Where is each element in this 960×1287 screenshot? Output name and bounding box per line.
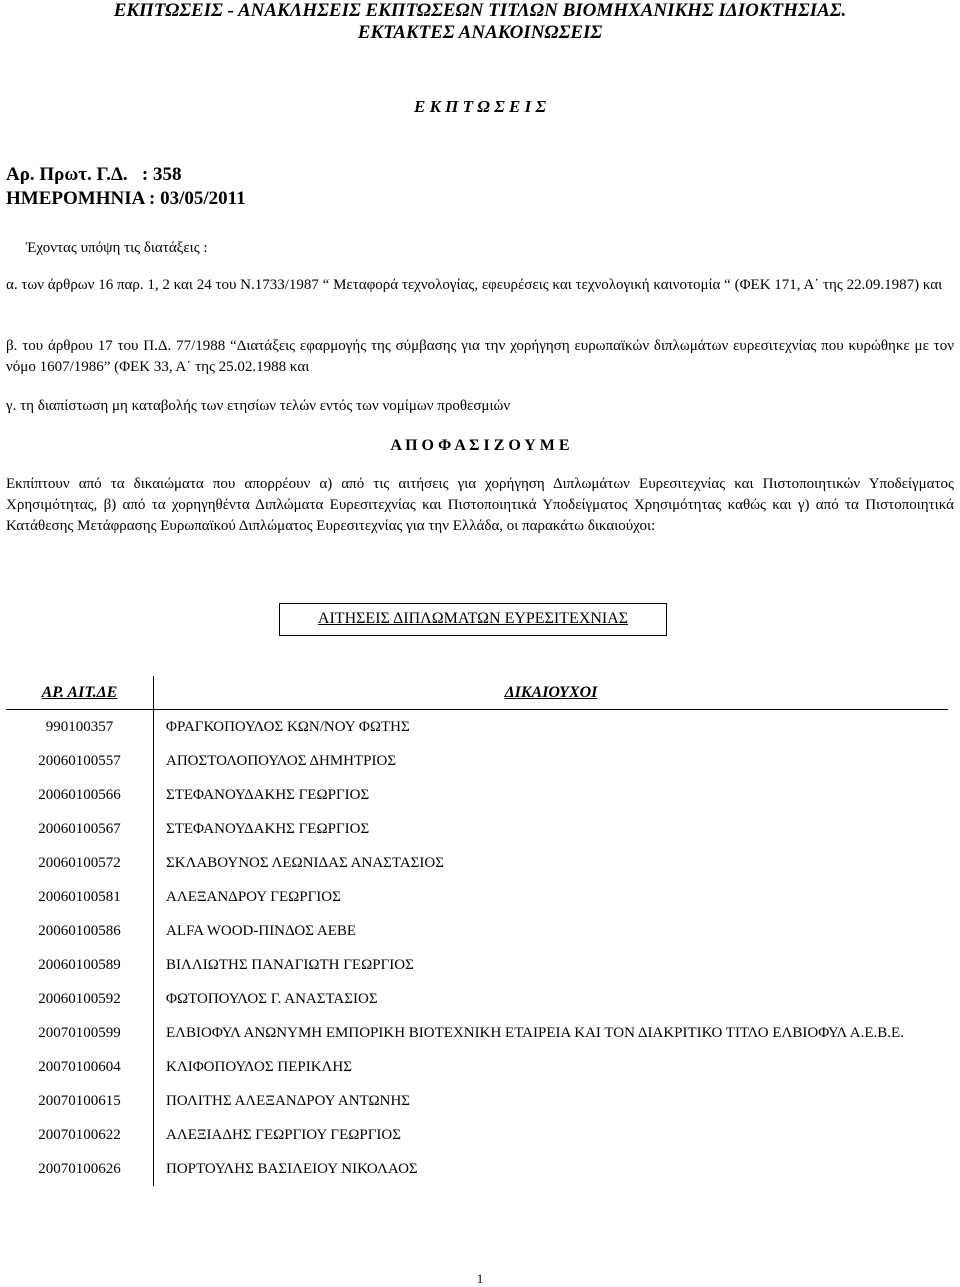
table-row (6, 914, 948, 948)
beneficiary-name: ΦΡΑΓΚΟΠΟΥΛΟΣ ΚΩΝ/ΝΟΥ ΦΩΤΗΣ (166, 719, 410, 735)
application-number: 20060100581 (6, 880, 154, 914)
application-number: 20060100572 (6, 846, 154, 880)
header-subtitle: ΕΚΤΑΚΤΕΣ ΑΝΑΚΟΙΝΩΣΕΙΣ (357, 22, 603, 43)
application-number: 20060100586 (6, 914, 154, 948)
page-number: 1 (476, 1271, 484, 1286)
beneficiary-name: ΣΤΕΦΑΝΟΥΔΑΚΗΣ ΓΕΩΡΓΙΟΣ (166, 821, 370, 837)
clause-b: β. του άρθρου 17 του Π.Δ. 77/1988 “Διατάξεις εφαρμογής της σύμβασης για την χορήγηση ευρωπαϊκών διπλωμάτων ευρεσιτεχνίας που κυρώθηκε με τον νόμο 1607/1986” (ΦΕΚ 33, Α΄ της 25.02.1988 και (6, 338, 954, 375)
application-number: 20070100604 (6, 1050, 154, 1084)
clause-a: α. των άρθρων 16 παρ. 1, 2 και 24 του Ν.1733/1987 “ Μεταφορά τεχνολογίας, εφευρέσεις και τεχνολογική καινοτομία “ (ΦΕΚ 171, Α΄ της 22.09.1987) και (6, 277, 943, 293)
application-number: 20070100615 (6, 1084, 154, 1118)
header-title: ΕΚΠΤΩΣΕΙΣ - ΑΝΑΚΛΗΣΕΙΣ ΕΚΠΤΩΣΕΩΝ ΤΙΤΛΩΝ ΒΙΟΜΗΧΑΝΙΚΗΣ ΙΔΙΟΚΤΗΣΙΑΣ. (113, 0, 847, 21)
table-row (6, 778, 948, 812)
application-number: 20060100557 (6, 744, 154, 778)
beneficiaries-table (6, 676, 948, 1186)
table-row (6, 710, 948, 745)
table-row (6, 744, 948, 778)
application-number: 990100357 (6, 710, 154, 745)
clause-c: γ. τη διαπίστωση μη καταβολής των ετησίων τελών εντός των νομίμων προθεσμιών (6, 398, 511, 414)
table-row (6, 1050, 948, 1084)
beneficiary-name: ΣΤΕΦΑΝΟΥΔΑΚΗΣ ΓΕΩΡΓΙΟΣ (166, 787, 370, 803)
beneficiary-name: ΑΠΟΣΤΟΛΟΠΟΥΛΟΣ ΔΗΜΗΤΡΙΟΣ (166, 753, 397, 769)
beneficiary-name: ΠΟΛΙΤΗΣ ΑΛΕΞΑΝΔΡΟΥ ΑΝΤΩΝΗΣ (166, 1093, 411, 1109)
application-number: 20060100589 (6, 948, 154, 982)
table-header-row (6, 676, 948, 710)
table-row (6, 1084, 948, 1118)
beneficiary-name: ΚΛΙΦΟΠΟΥΛΟΣ ΠΕΡΙΚΛΗΣ (166, 1059, 352, 1075)
beneficiary-name: ΑΛΕΞΑΝΔΡΟΥ ΓΕΩΡΓΙΟΣ (166, 889, 341, 905)
table-row (6, 948, 948, 982)
table-body (6, 710, 948, 1187)
column-header-beneficiaries: ΔΙΚΑΙΟΥΧΟΙ (154, 676, 949, 710)
beneficiary-name: ALFA WOOD-ΠΙΝΔΟΣ ΑΕΒΕ (166, 923, 357, 939)
application-number: 20060100566 (6, 778, 154, 812)
application-number: 20070100626 (6, 1152, 154, 1186)
decision-heading: Α Π Ο Φ Α Σ Ι Ζ Ο Υ Μ Ε (390, 437, 570, 454)
table-row (6, 1016, 948, 1050)
document-date: ΗΜΕΡΟΜΗΝΙΑ : 03/05/2011 (6, 188, 246, 209)
application-number: 20070100622 (6, 1118, 154, 1152)
section-heading: Ε Κ Π Τ Ω Σ Ε Ι Σ (414, 97, 546, 116)
table-row (6, 880, 948, 914)
applications-box-label: ΑΙΤΗΣΕΙΣ ΔΙΠΛΩΜΑΤΩΝ ΕΥΡΕΣΙΤΕΧΝΙΑΣ (317, 610, 629, 627)
table-row (6, 982, 948, 1016)
applications-box-title (279, 603, 667, 636)
beneficiary-name: ΦΩΤΟΠΟΥΛΟΣ Γ. ΑΝΑΣΤΑΣΙΟΣ (166, 991, 378, 1007)
table-row (6, 1152, 948, 1186)
application-number: 20070100599 (6, 1016, 154, 1050)
beneficiary-name: ΣΚΛΑΒΟΥΝΟΣ ΛΕΩΝΙΔΑΣ ΑΝΑΣΤΑΣΙΟΣ (166, 855, 444, 871)
beneficiary-name: ΠΟΡΤΟΥΛΗΣ ΒΑΣΙΛΕΙΟΥ ΝΙΚΟΛΑΟΣ (166, 1161, 418, 1177)
intro-text: Έχοντας υπόψη τις διατάξεις : (26, 240, 208, 256)
application-number: 20060100592 (6, 982, 154, 1016)
beneficiary-name: ΑΛΕΞΙΑΔΗΣ ΓΕΩΡΓΙΟΥ ΓΕΩΡΓΙΟΣ (166, 1127, 401, 1143)
beneficiary-name: ΒΙΛΛΙΩΤΗΣ ΠΑΝΑΓΙΩΤΗ ΓΕΩΡΓΙΟΣ (166, 957, 414, 973)
beneficiary-name: ΕΛΒΙΟΦΥΛ ΑΝΩΝΥΜΗ ΕΜΠΟΡΙΚΗ ΒΙΟΤΕΧΝΙΚΗ ΕΤΑΙΡΕΙΑ ΚΑΙ ΤΟΝ ΔΙΑΚΡΙΤΙΚΟ ΤΙΤΛΟ ΕΛΒΙΟΦΥΛ Α.Ε.Β.Ε. (166, 1025, 904, 1041)
application-number: 20060100567 (6, 812, 154, 846)
protocol-number: Αρ. Πρωτ. Γ.Δ. : 358 (6, 164, 182, 185)
table-row (6, 846, 948, 880)
column-header-application-number: ΑΡ. ΑΙΤ.ΔΕ (6, 676, 154, 710)
decision-text: Εκπίπτουν από τα δικαιώματα που απορρέουν α) από τις αιτήσεις για χορήγηση Διπλωμάτων Ευρεσιτεχνίας και Πιστοποιητικών Υποδείγματος Χρησιμότητας, β) από τα χορηγηθέντα Διπλώματα Ευρεσιτεχνίας και Πιστοποιητικά Υποδείγματος Χρησιμότητας καθώς και γ) από τα Πιστοποιητικά Κατάθεσης Μετάφρασης Ευρωπαϊκού Διπλώματος Ευρεσιτεχνίας για την Ελλάδα, οι παρακάτω δικαιούχοι: (6, 476, 954, 534)
table-row (6, 1118, 948, 1152)
table-row (6, 812, 948, 846)
